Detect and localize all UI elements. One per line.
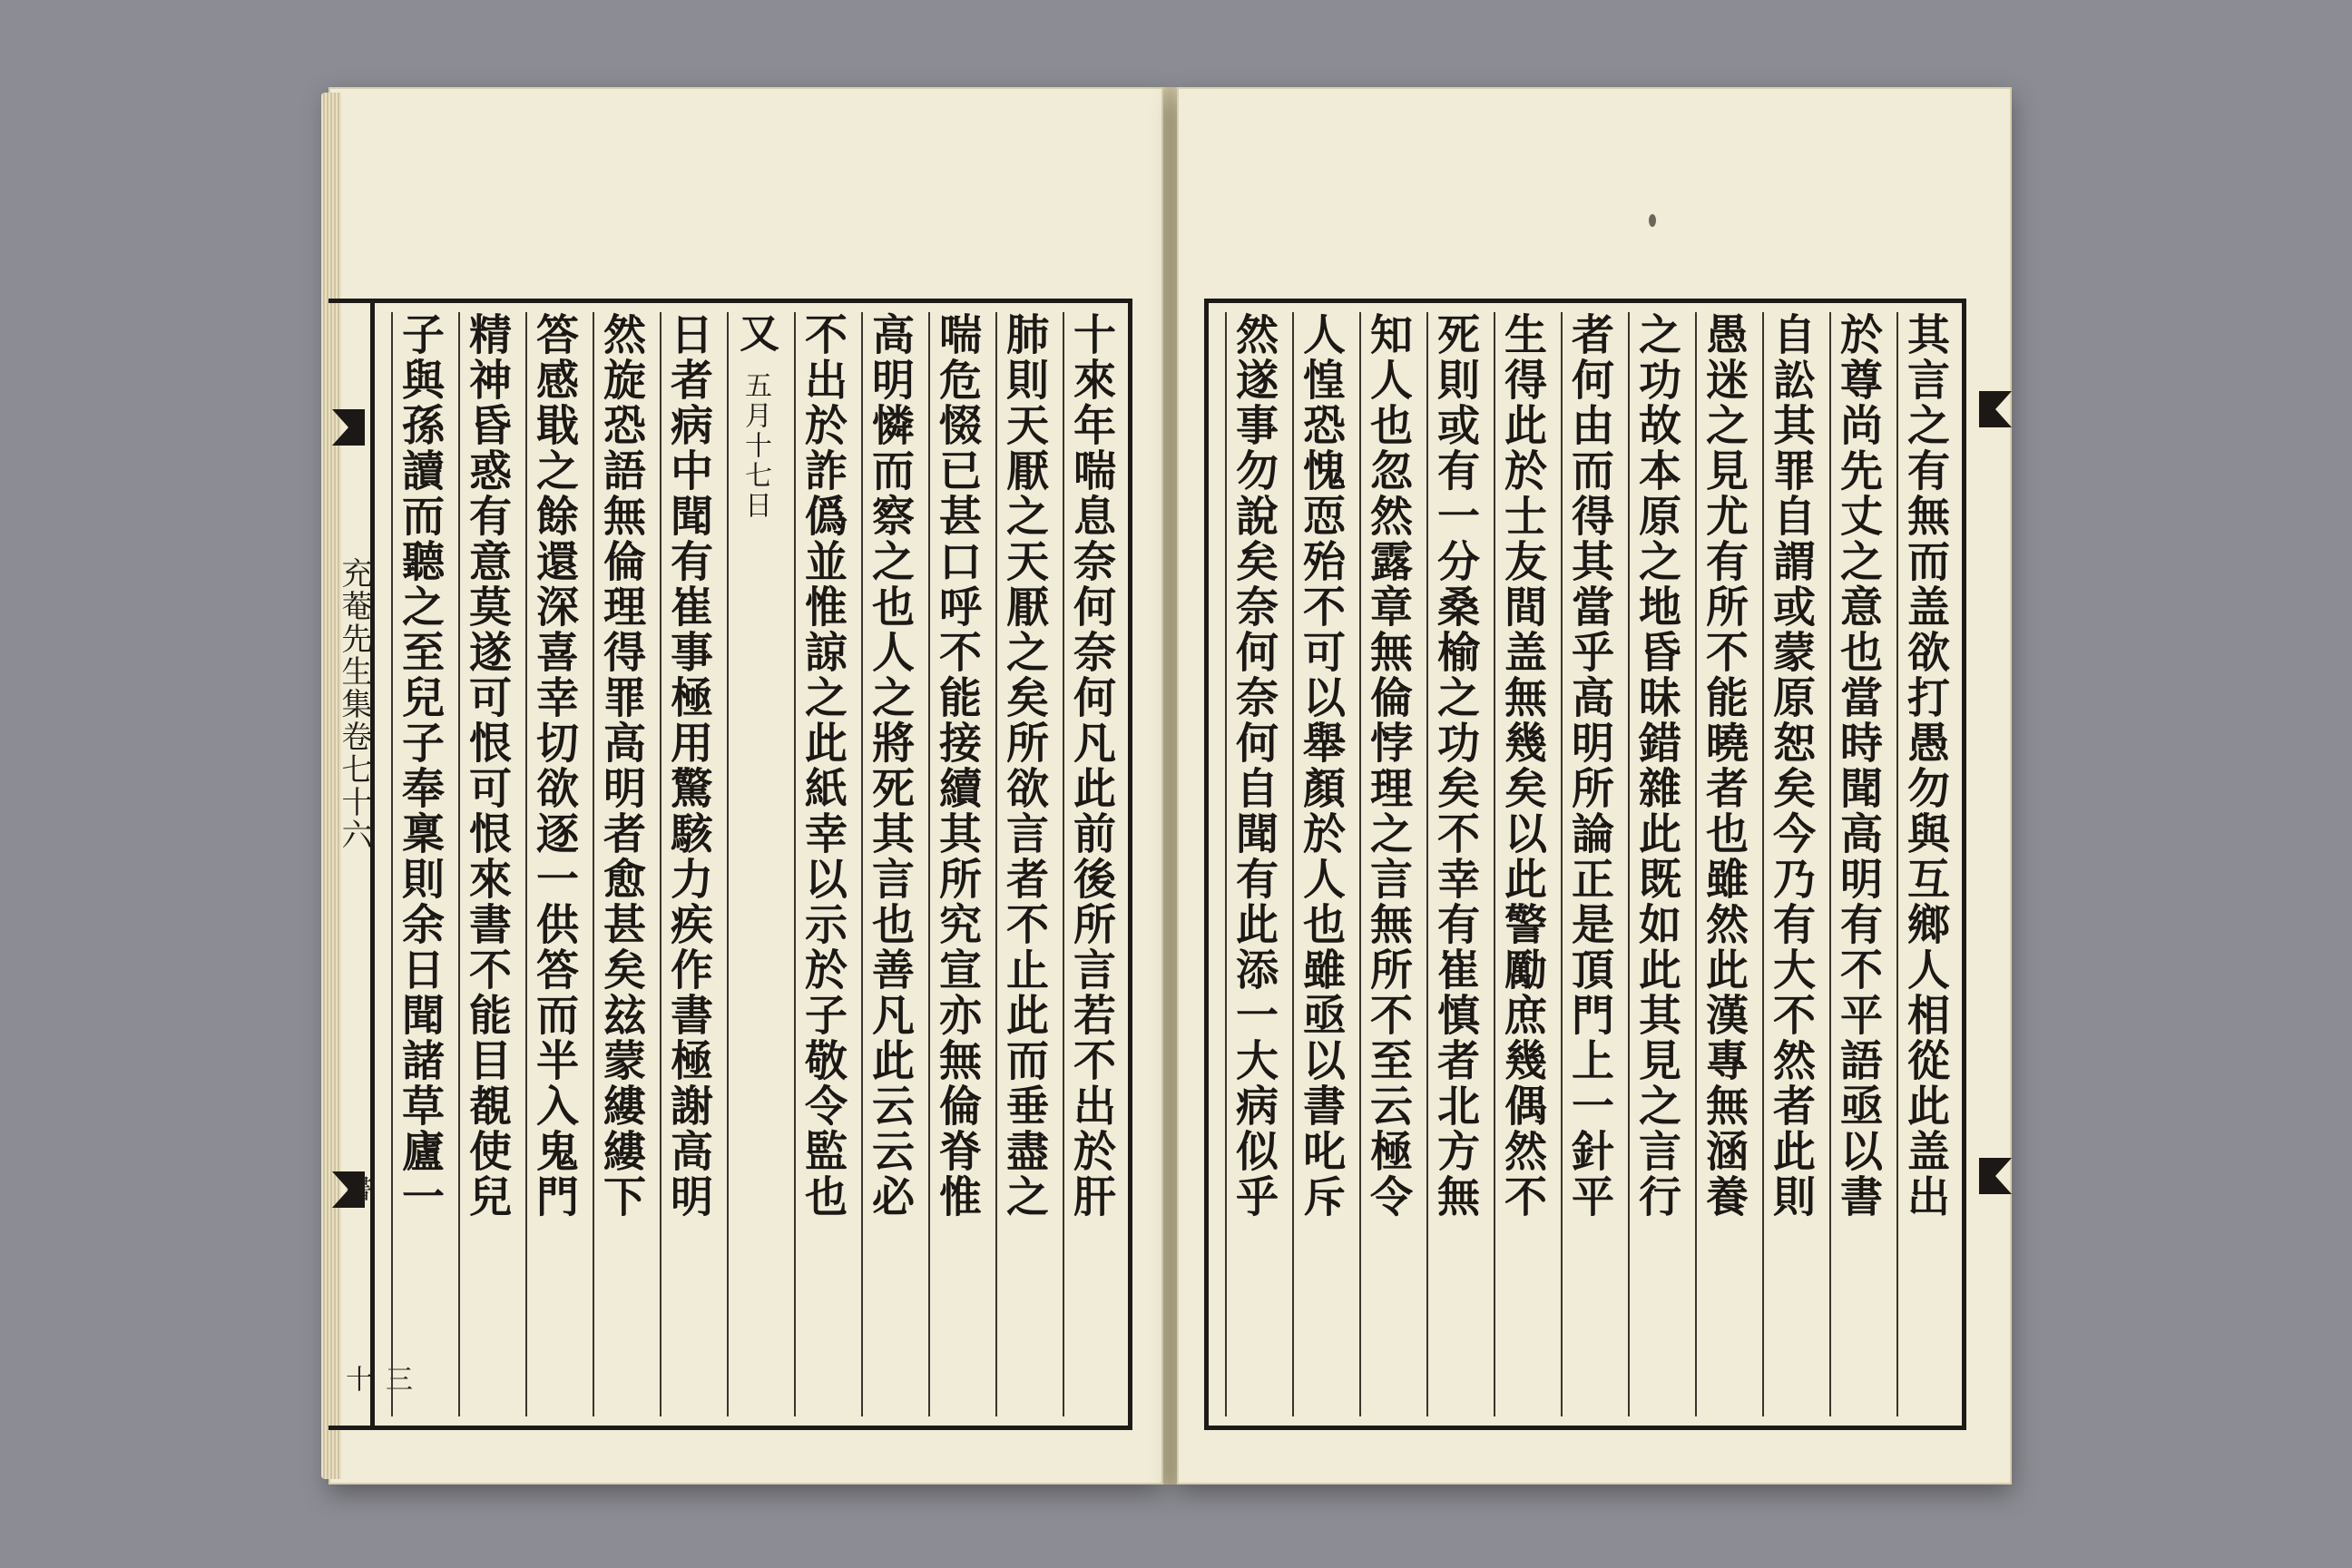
right-page [1177,87,2012,1485]
text-column: 之功故本原之地昏昧錯雜此既如此其見之言行 [1628,312,1682,1416]
text-column: 然旋恐語無倫理得罪高明者愈甚矣玆蒙縷縷下 [593,312,647,1416]
text-column: 不出於詐僞並惟諒之此紙幸以示於子敬令監也 [794,312,848,1416]
left-text-columns [386,312,1117,1416]
text-column: 高明憐而察之也人之將死其言也善凡此云云必 [861,312,916,1416]
text-column: 愚迷之見尤有所不能曉者也雖然此漢專無涵養 [1695,312,1749,1416]
text-column: 自訟其罪自謂或蒙原恕矣今乃有大不然者此則 [1762,312,1817,1416]
fish-tail-mark-icon [1979,391,2012,427]
text-column: 生得此於士友間盖無幾矣以此警勵庶幾偶然不 [1494,312,1548,1416]
text-column: 答感戢之餘還深喜幸切欲逐一供答而半入鬼門 [525,312,580,1416]
right-text-frame [1204,299,1966,1430]
text-column: 死則或有一分桑榆之功矣不幸有崔慎者北方無 [1426,312,1481,1416]
paper-wormhole [1649,214,1656,227]
fish-tail-mark-icon [1979,1158,2012,1194]
heading-date: 五月十七日 [740,371,771,521]
right-text-columns [1220,312,1951,1416]
text-column: 喘危惙已甚口呼不能接續其所究宣亦無倫脊惟 [928,312,983,1416]
text-column: 肺則天厭之天厭之矣所欲言者不止此而垂盡之 [995,312,1050,1416]
text-column: 人惶恐愧恧殆不可以舉顏於人也雖亟以書叱斥 [1292,312,1347,1416]
text-column: 十來年喘息奈何奈何凡此前後所言若不出於肝 [1063,312,1117,1416]
text-column: 子與孫讀而聽之至兒子奉稟則余日聞諸草廬一 [391,312,446,1416]
text-column: 知人也忽然露章無倫悖理之言無所不至云極令 [1359,312,1414,1416]
page-margin-strip [328,299,412,1430]
heading-text: 又 [732,312,779,355]
page-number: 三十 [340,1365,412,1397]
text-column: 精神昏惑有意莫遂可恨可恨來書不能目覩使兒 [458,312,513,1416]
left-page [328,87,1163,1485]
text-column: 然遂事勿說矣奈何奈何自聞有此添一大病似乎 [1225,312,1279,1416]
left-text-frame [370,299,1132,1430]
text-column: 日者病中聞有崔事極用驚駭力疾作書極謝高明 [660,312,714,1416]
text-column: 者何由而得其當乎高明所論正是頂門上一針平 [1561,312,1615,1416]
letter-heading [727,312,781,1416]
open-book [328,87,2012,1485]
text-column: 其言之有無而盖欲打愚勿與互鄉人相從此盖出 [1896,312,1951,1416]
collection-title: 充菴先生集卷七十六 [336,557,372,851]
text-column: 於尊尚先丈之意也當時聞高明有不平語亟以書 [1829,312,1884,1416]
